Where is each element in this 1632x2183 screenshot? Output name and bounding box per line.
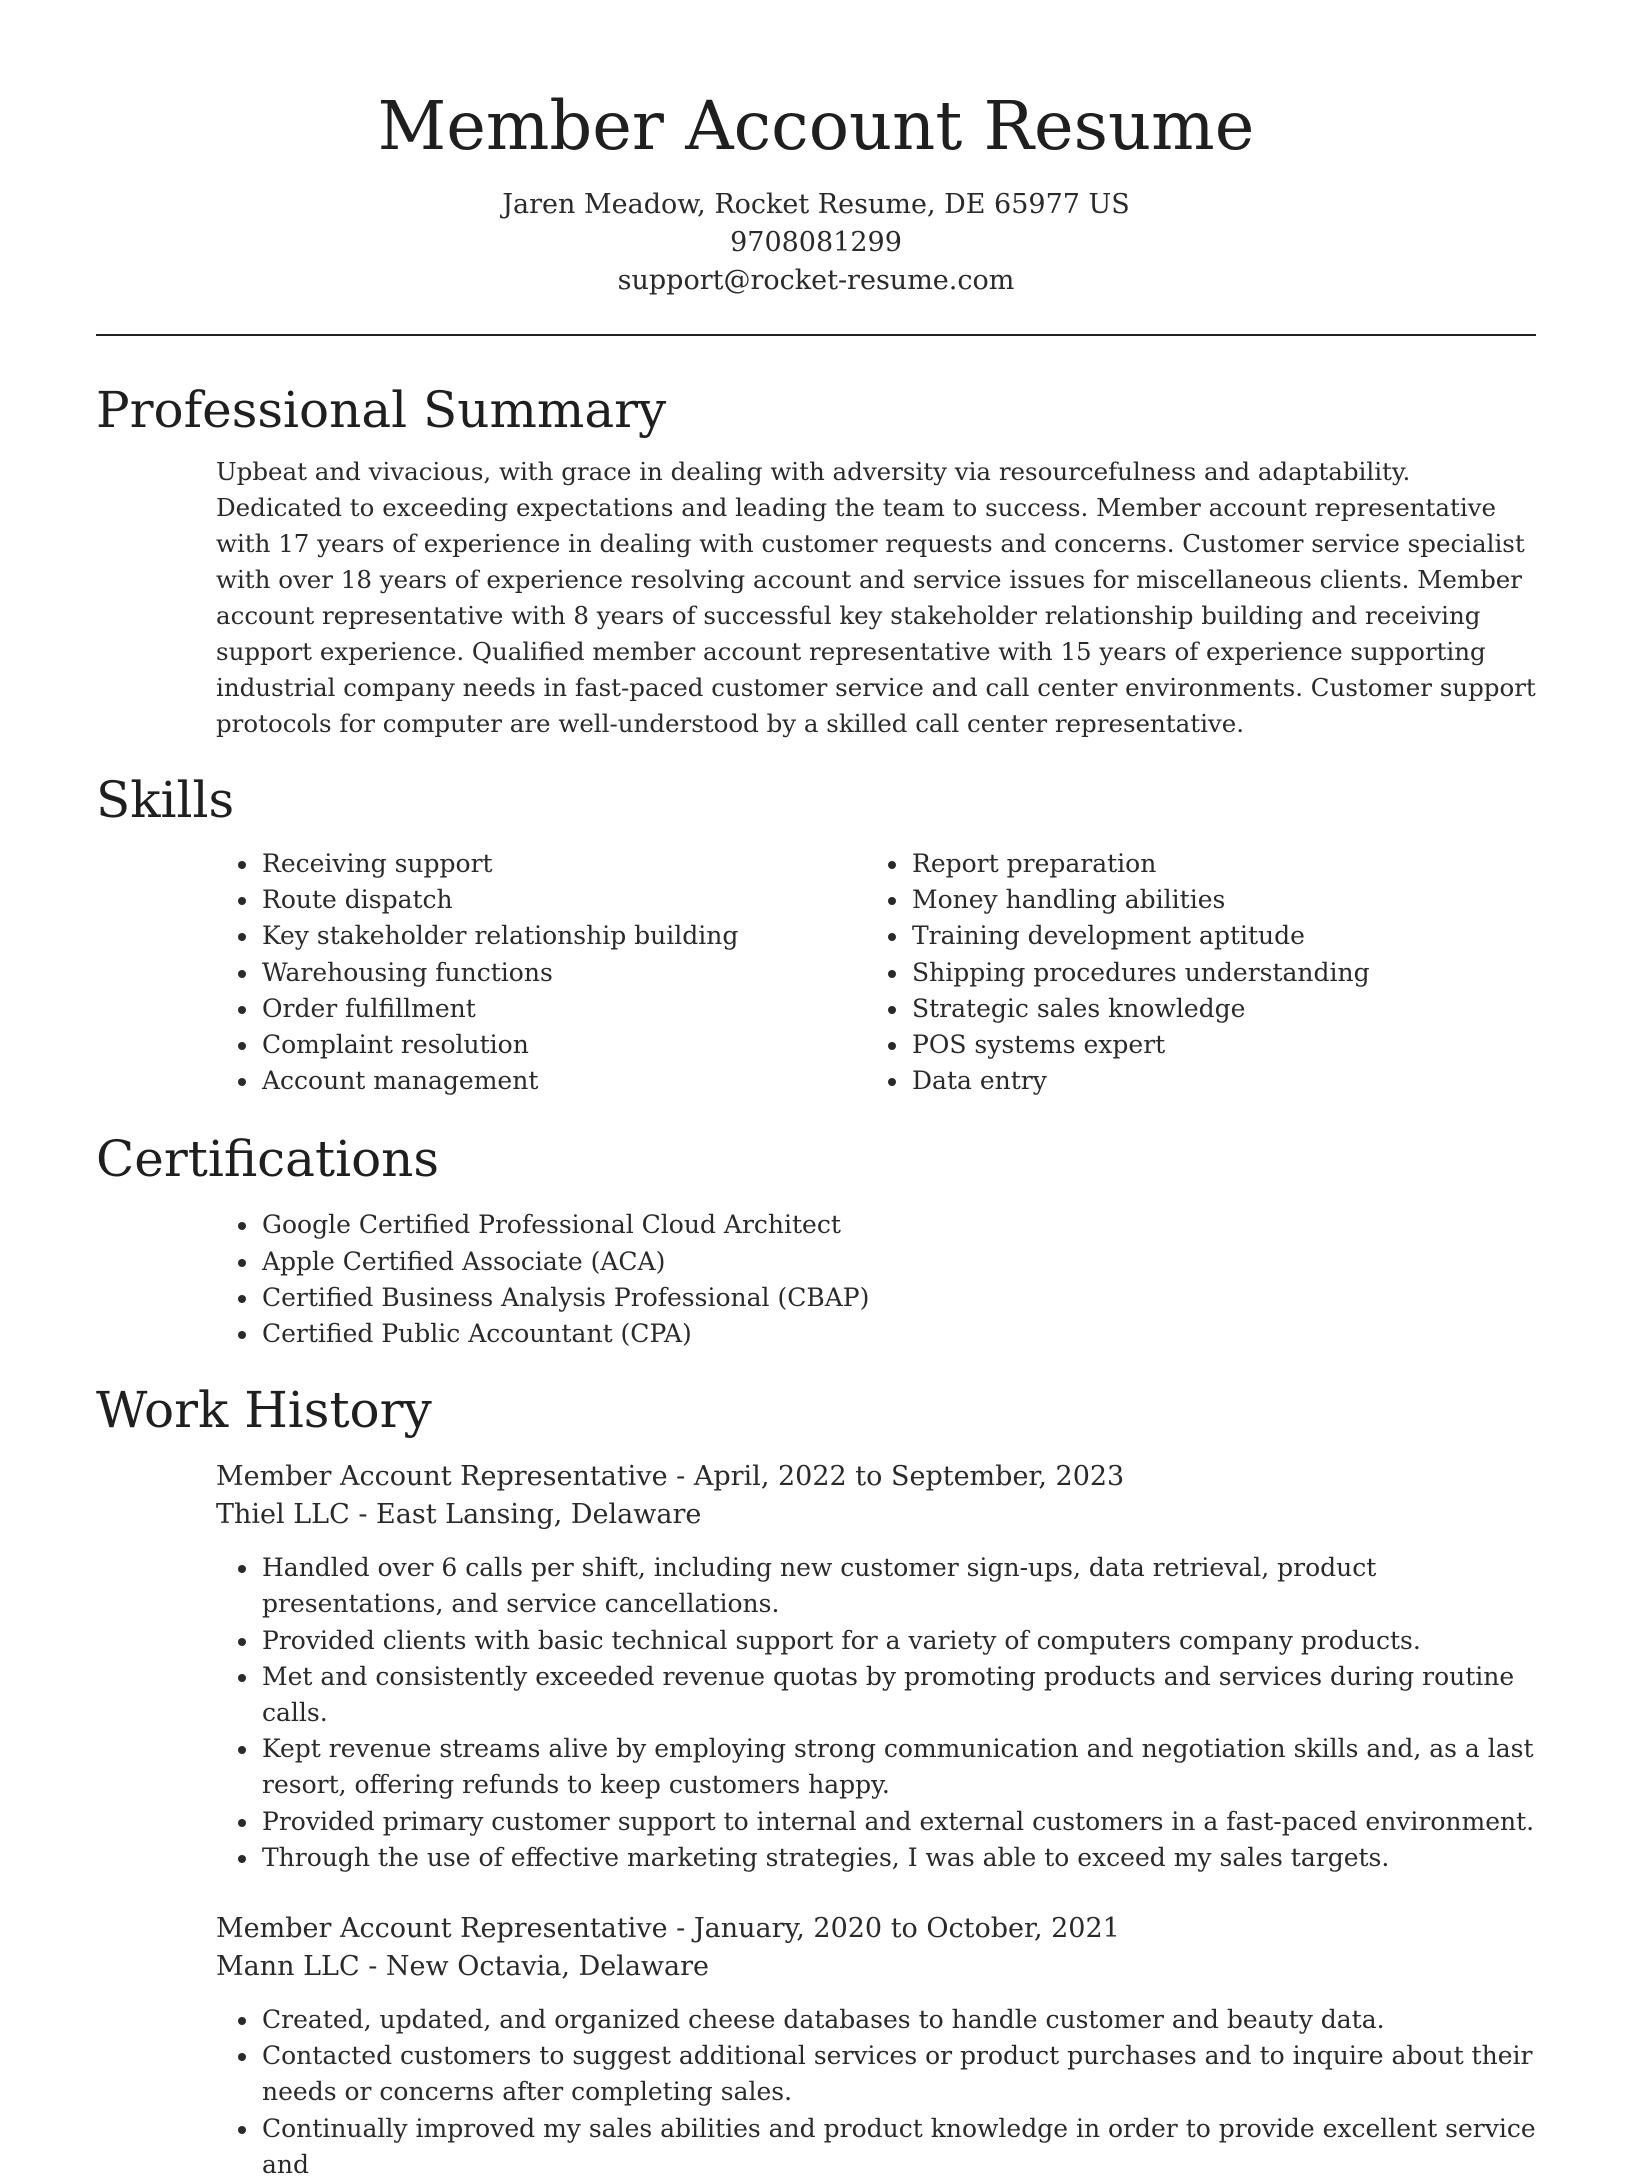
- certification-item: • Google Certified Professional Cloud Architect: [260, 1207, 1536, 1243]
- job-bullets: [216, 2002, 1536, 2183]
- job-title: Member Account Representative: [216, 1913, 668, 1945]
- job-title-line: [216, 1910, 1536, 1948]
- skills-list-right: [866, 846, 1510, 1099]
- job-bullet: • Kept revenue streams alive by employing strong communication and negotiation skills and, as a last resort, offering refunds to keep customers happy.: [260, 1731, 1536, 1803]
- skill-item: • Training development aptitude: [910, 918, 1510, 954]
- job-title-line: [216, 1458, 1536, 1496]
- job-bullets: [216, 1550, 1536, 1876]
- summary-text: Upbeat and vivacious, with grace in dealing with adversity via resourcefulness and adaptability. Dedicated to exceeding expectations and leading the team to success. Member account representative with 17 years of experience in dealing with customer requests and concerns. Customer service specialist with over 18 years of experience resolving account and service issues for miscellaneous clients. Member account representative with 8 years of successful key stakeholder relationship building and receiving support experience. Qualified member account representative with 15 years of experience supporting industrial company needs in fast-paced customer service and call center environments. Customer support protocols for computer are well-understood by a skilled call center representative.: [216, 457, 1536, 738]
- resume-title: Member Account Resume: [377, 87, 1255, 165]
- job-location: New Octavia, Delaware: [385, 1951, 710, 1983]
- skill-item: • POS systems expert: [910, 1027, 1510, 1063]
- certification-item: • Certified Public Accountant (CPA): [260, 1316, 1536, 1352]
- certifications-list: [216, 1207, 1536, 1352]
- company-location-separator: -: [359, 1951, 386, 1983]
- job-bullet: • Provided primary customer support to internal and external customers in a fast-paced environment.: [260, 1804, 1536, 1840]
- contact-block: [96, 186, 1536, 300]
- skill-item: • Receiving support: [260, 846, 866, 882]
- job-company: Mann LLC: [216, 1951, 360, 1983]
- skill-item: • Strategic sales knowledge: [910, 991, 1510, 1027]
- job-bullet: • Contacted customers to suggest additional services or product purchases and to inquire about their needs or concerns after completing sales.: [260, 2038, 1536, 2110]
- certification-item: • Certified Business Analysis Professional (CBAP): [260, 1280, 1536, 1316]
- skills-heading: Skills: [96, 771, 235, 829]
- skill-item: • Key stakeholder relationship building: [260, 918, 866, 954]
- job-dates: April, 2022 to September, 2023: [693, 1461, 1125, 1493]
- job-bullet: • Provided clients with basic technical support for a variety of computers company products.: [260, 1623, 1536, 1659]
- skill-item: • Report preparation: [910, 846, 1510, 882]
- contact-phone: 9708081299: [730, 227, 902, 258]
- skill-item: • Data entry: [910, 1063, 1510, 1099]
- header-divider: [96, 334, 1536, 336]
- job-bullet: • Created, updated, and organized cheese databases to handle customer and beauty data.: [260, 2002, 1536, 2038]
- title-date-separator: -: [667, 1913, 694, 1945]
- skill-item: • Shipping procedures understanding: [910, 955, 1510, 991]
- contact-address: Jaren Meadow, Rocket Resume, DE 65977 US: [502, 189, 1130, 220]
- skill-item: • Account management: [260, 1063, 866, 1099]
- skill-item: • Money handling abilities: [910, 882, 1510, 918]
- job-company-line: [216, 1948, 1536, 1986]
- job-title: Member Account Representative: [216, 1461, 668, 1493]
- resume-page: [96, 0, 1536, 2183]
- contact-email: support@rocket-resume.com: [617, 265, 1015, 296]
- job-bullet: • Through the use of effective marketing strategies, I was able to exceed my sales targets.: [260, 1840, 1536, 1876]
- job-entry: [216, 1910, 1536, 2183]
- job-bullet: • Continually improved my sales abilities and product knowledge in order to provide excellent service and: [260, 2111, 1536, 2183]
- job-bullet: • Met and consistently exceeded revenue quotas by promoting products and services during routine calls.: [260, 1659, 1536, 1731]
- skill-item: • Route dispatch: [260, 882, 866, 918]
- company-location-separator: -: [349, 1499, 377, 1531]
- summary-heading: Professional Summary: [96, 381, 667, 439]
- skills-list-left: [216, 846, 866, 1099]
- skill-item: • Order fulfillment: [260, 991, 866, 1027]
- job-bullet: • Handled over 6 calls per shift, including new customer sign-ups, data retrieval, product presentations, and service cancellations.: [260, 1550, 1536, 1622]
- job-dates: January, 2020 to October, 2021: [693, 1913, 1120, 1945]
- job-company-line: [216, 1496, 1536, 1534]
- job-location: East Lansing, Delaware: [376, 1499, 702, 1531]
- skills-columns: [216, 846, 1536, 1099]
- job-entry: [216, 1458, 1536, 1876]
- skill-item: • Warehousing functions: [260, 955, 866, 991]
- job-company: Thiel LLC: [216, 1499, 350, 1531]
- skill-item: • Complaint resolution: [260, 1027, 866, 1063]
- title-date-separator: -: [667, 1461, 694, 1493]
- certification-item: • Apple Certified Associate (ACA): [260, 1244, 1536, 1280]
- certifications-heading: Certifications: [96, 1130, 440, 1189]
- work-history-heading: Work History: [96, 1381, 432, 1440]
